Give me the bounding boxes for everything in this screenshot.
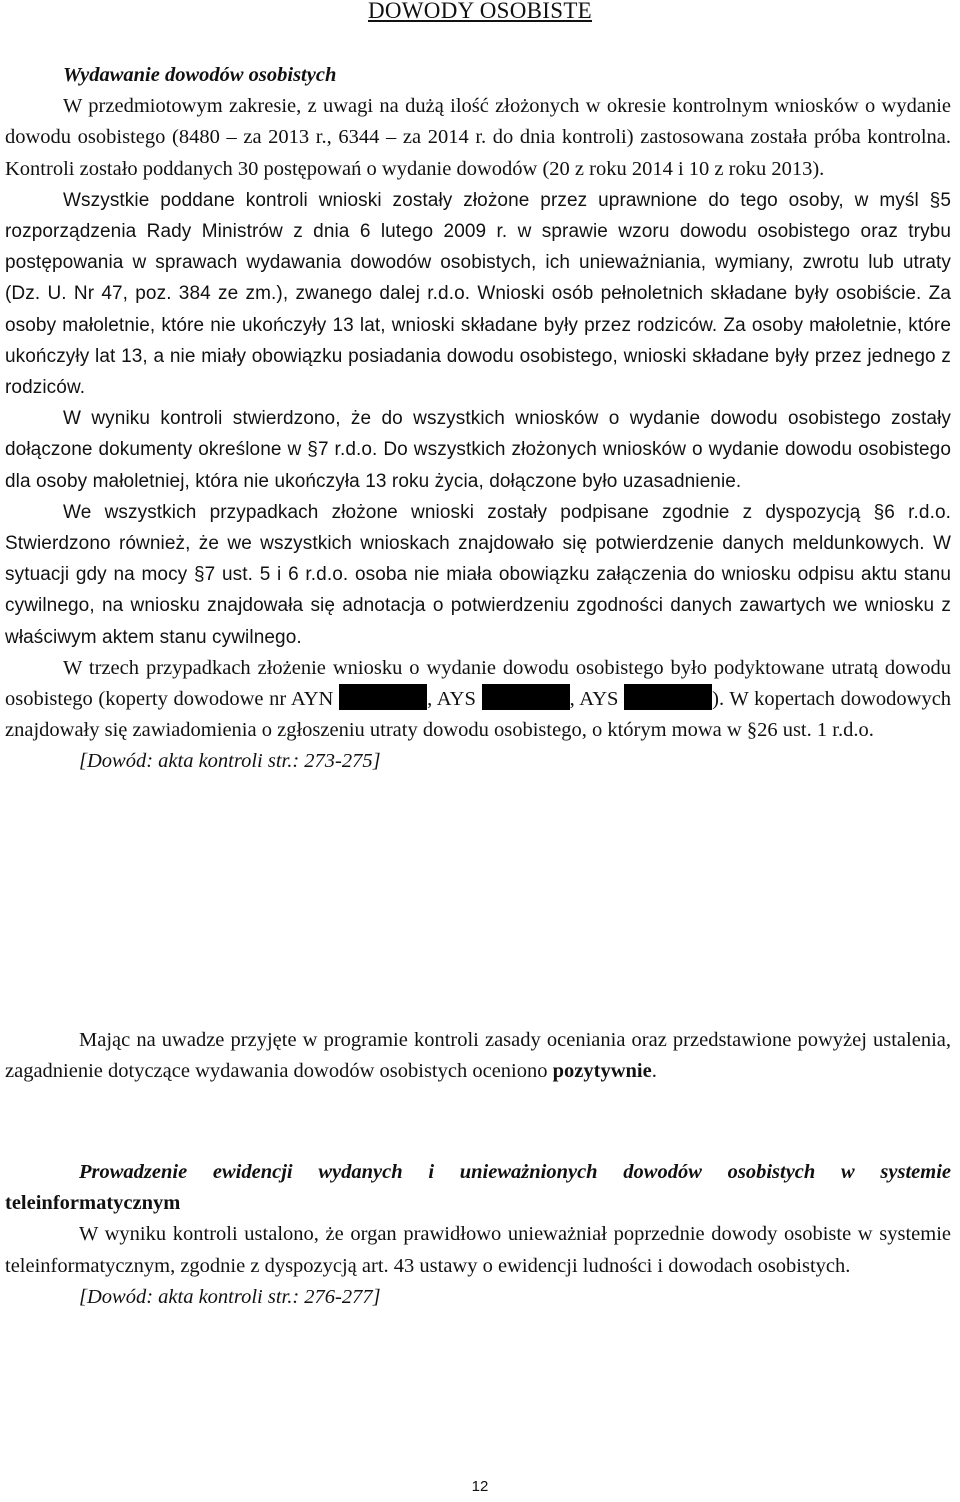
assessment-verdict: pozytywnie (552, 1060, 652, 1083)
section-heading-italic: Prowadzenie ewidencji wydanych i unieważnionych dowodów osobistych w systemie (79, 1161, 951, 1183)
section-heading (5, 1157, 951, 1219)
assessment-end: . (651, 1060, 657, 1083)
section-heading: Wydawanie dowodów osobistych (63, 64, 337, 86)
assessment-paragraph (5, 1025, 951, 1087)
section-heading-rest: teleinformatycznym (5, 1192, 181, 1215)
page-number: 12 (471, 1478, 489, 1495)
redacted-block (624, 684, 712, 710)
assessment-block (5, 1025, 951, 1087)
paragraph-text: , AYS (427, 688, 476, 711)
paragraph: W wyniku kontroli stwierdzono, że do wszystkich wniosków o wydanie dowodu osobistego zostały dołączone dokumenty określone w §7 r.d.o. Do wszystkich złożonych wniosków o wydanie dowodu osobistego dla osoby małoletniej, która nie ukończyła 13 roku życia, dołączone było uzasadnienie. (5, 408, 951, 492)
evidence-reference: [Dowód: akta kontroli str.: 276-277] (79, 1285, 381, 1308)
paragraph: W przedmiotowym zakresie, z uwagi na dużą ilość złożonych w okresie kontrolnym wniosków o wydanie dowodu osobistego (8480 – za 2013 r., 6344 – za 2014 r. do dnia kontroli) zastosowana została próba kontrolna. Kontroli zostało poddanych 30 postępowań o wydanie dowodów (20 z roku 2014 i 10 z roku 2013). (5, 95, 951, 180)
paragraph-text: W trzech przypadkach złożenie wniosku o wydanie dowodu osobistego było podyktowane utratą dowodu osobistego (koperty dowodowe nr AYN (5, 656, 951, 711)
page-title: DOWODY OSOBISTE (367, 0, 593, 23)
paragraph-text: , AYS (569, 688, 619, 711)
redacted-block (482, 684, 570, 710)
paragraph-text: ). W kopertach dowodowych znajdowały się zawiadomienia o zgłoszeniu utraty dowodu osobistego, o którym mowa w §26 ust. 1 r.d.o. (5, 688, 952, 742)
section-registry (5, 1157, 951, 1313)
paragraph (5, 653, 951, 747)
paragraph: Wszystkie poddane kontroli wnioski zostały złożone przez uprawnione do tego osoby, w myśl §5 rozporządzenia Rady Ministrów z dnia 6 lutego 2009 r. w sprawie wzoru dowodu osobistego oraz trybu postępowania w sprawach wydawania dowodów osobistych, ich unieważniania, wymiany, zwrotu lub utraty (Dz. U. Nr 47, poz. 384 ze zm.), zwanego dalej r.d.o. Wnioski osób pełnoletnich składane były osobiście. Za osoby małoletnie, które nie ukończyły 13 lat, wnioski składane były przez rodziców. Za osoby małoletnie, które ukończyły lat 13, a nie miały obowiązku posiadania dowodu osobistego, wnioski składane były przez jednego z rodziców. (5, 189, 951, 399)
redacted-block (339, 684, 427, 710)
evidence-reference: [Dowód: akta kontroli str.: 273-275] (79, 750, 381, 773)
paragraph: We wszystkich przypadkach złożone wnioski zostały podpisane zgodnie z dyspozycją §6 r.d.o. Stwierdzono również, że we wszystkich wnioskach znajdowało się potwierdzenie danych meldunkowych. W sytuacji gdy na mocy §7 ust. 5 i 6 r.d.o. osoba nie miała obowiązku załączenia do wniosku odpisu aktu stanu cywilnego, na wniosku znajdowała się adnotacja o potwierdzeniu zgodności danych zawartych we wniosku z właściwym aktem stanu cywilnego. (5, 501, 951, 648)
paragraph: W wyniku kontroli ustalono, że organ prawidłowo unieważniał poprzednie dowody osobiste w systemie teleinformatycznym, zgodnie z dyspozycją art. 43 ustawy o ewidencji ludności i dowodach osobistych. (5, 1223, 951, 1277)
section-issuing-ids (5, 60, 951, 778)
assessment-text: Mając na uwadze przyjęte w programie kontroli zasady oceniania oraz przedstawione powyżej ustalenia, zagadnienie dotyczące wydawania dowodów osobistych oceniono (5, 1029, 951, 1083)
